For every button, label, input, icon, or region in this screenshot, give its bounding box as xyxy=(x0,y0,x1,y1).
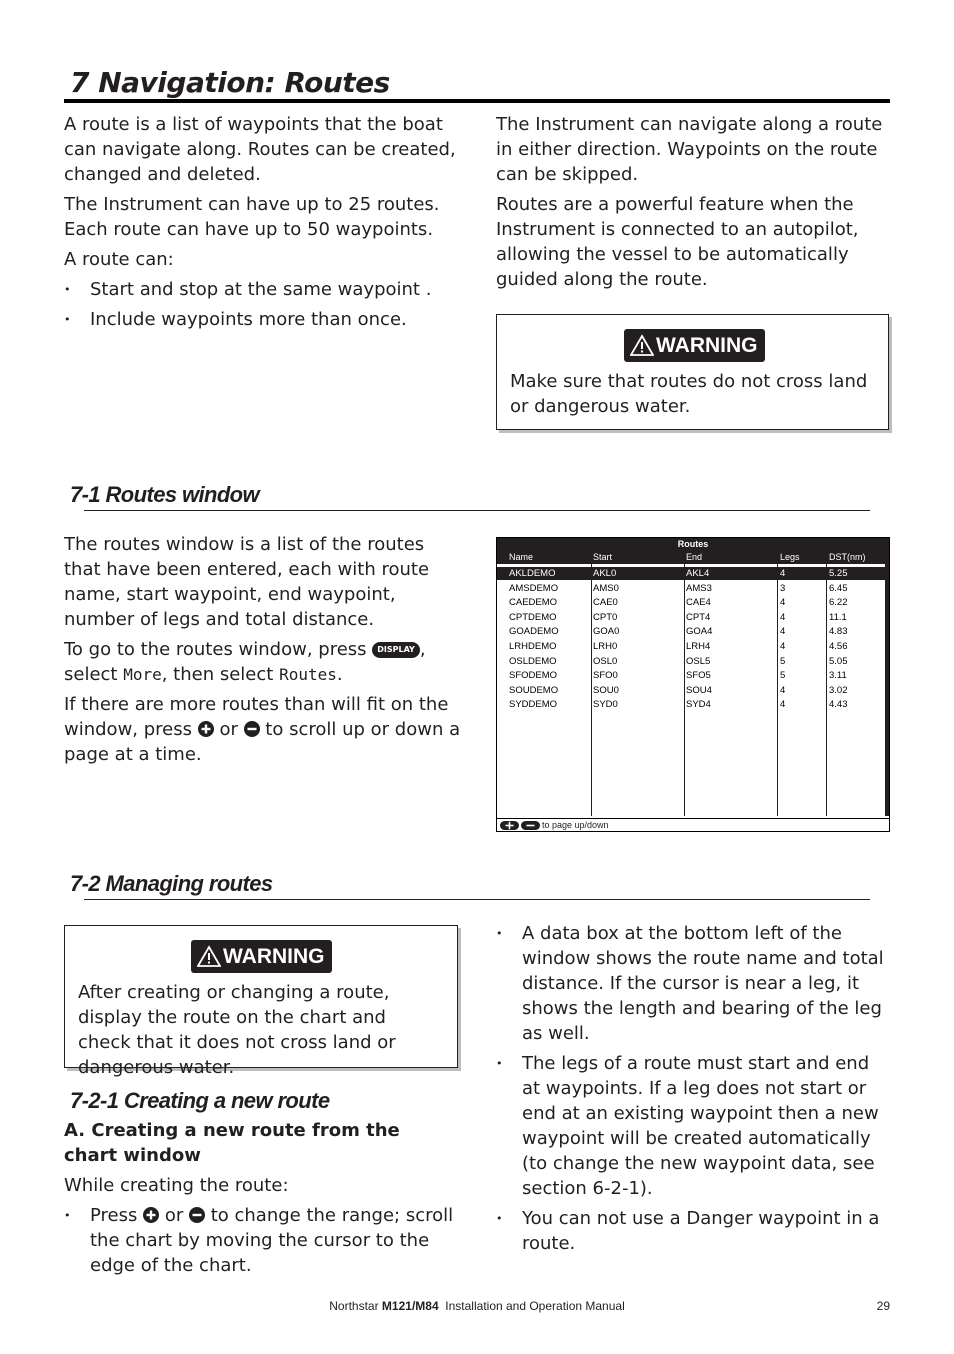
cell-end: SYD4 xyxy=(686,699,711,711)
list-item: • You can not use a Danger waypoint in a route. xyxy=(496,1206,890,1256)
cell-legs: 4 xyxy=(780,626,786,638)
cell-dst: 3.02 xyxy=(829,684,848,696)
cell-dst: 3.11 xyxy=(829,670,847,682)
table-row[interactable] xyxy=(497,669,885,682)
warning-text: Make sure that routes do not cross land or dangerous water. xyxy=(510,371,868,417)
page-title: 7 Navigation: Routes xyxy=(70,66,390,99)
cell-start: LRH0 xyxy=(593,641,618,652)
cell-start: SOU0 xyxy=(593,684,619,696)
minus-key-icon xyxy=(189,1207,205,1223)
section-heading-routes-window: 7-1 Routes window xyxy=(70,482,260,507)
warning-badge xyxy=(624,329,765,362)
cell-dst: 4.83 xyxy=(829,626,848,638)
routes-window-paragraph-2: To go to the routes window, press DISPLAY , select More, then select Routes. xyxy=(64,639,426,685)
cell-legs: 3 xyxy=(780,582,786,594)
cell-legs: 4 xyxy=(780,699,786,711)
warning-label: WARNING xyxy=(656,334,758,357)
menu-item-more: More xyxy=(123,665,162,684)
routes-scrollbar[interactable] xyxy=(885,564,889,816)
cell-end: CAE4 xyxy=(686,597,711,609)
title-rule xyxy=(64,99,890,103)
cell-start: OSL0 xyxy=(593,655,618,667)
cell-name: GOADEMO xyxy=(509,626,559,638)
list-item: • Include waypoints more than once. xyxy=(64,307,464,332)
cell-name: CAEDEMO xyxy=(509,597,558,609)
table-row[interactable] xyxy=(497,611,885,624)
cell-name: SOUDEMO xyxy=(509,684,559,696)
cell-dst: 5.25 xyxy=(829,568,848,579)
routes-table-body xyxy=(497,564,885,816)
cell-legs: 4 xyxy=(780,684,786,696)
routes-window-text xyxy=(64,532,464,767)
cell-name: SFODEMO xyxy=(509,670,558,682)
cell-legs: 5 xyxy=(780,655,786,667)
warning-label: WARNING xyxy=(223,945,325,968)
routes-window-paragraph-3: If there are more routes than will fit on the window, press or to scroll up or down a page at a time. xyxy=(64,694,461,765)
cell-name: CPTDEMO xyxy=(509,611,557,623)
warning-badge xyxy=(191,940,332,973)
table-row[interactable] xyxy=(497,567,885,580)
cell-end: AKL4 xyxy=(686,568,710,579)
managing-right-column xyxy=(496,921,890,1256)
cell-legs: 4 xyxy=(780,611,786,623)
cell-start: SYD0 xyxy=(593,699,618,711)
cell-name: AKLDEMO xyxy=(509,568,556,579)
warning-triangle-icon xyxy=(630,334,654,356)
table-row[interactable] xyxy=(497,640,885,653)
intro-right-column xyxy=(496,112,890,292)
intro-bullet-list xyxy=(64,277,464,332)
section-rule xyxy=(84,510,870,511)
section-heading-managing-routes: 7-2 Managing routes xyxy=(70,871,273,896)
page-footer: Northstar M121/M84 Installation and Operation Manual xyxy=(329,1299,625,1313)
cell-end: OSL5 xyxy=(686,655,711,667)
cell-name: SYDDEMO xyxy=(509,699,558,711)
table-row[interactable] xyxy=(497,582,885,595)
column-header-dst: DST(nm) xyxy=(829,552,866,562)
table-row[interactable] xyxy=(497,698,885,711)
warning-box-managing xyxy=(64,925,458,1078)
cell-start: AMS0 xyxy=(593,582,619,594)
cell-dst: 11.1 xyxy=(829,611,847,623)
column-header-legs: Legs xyxy=(780,552,800,562)
table-row[interactable] xyxy=(497,625,885,638)
subsubsection-heading-chart-window: A. Creating a new route from the chart window xyxy=(64,1120,400,1166)
table-row[interactable] xyxy=(497,655,885,668)
column-header-start: Start xyxy=(593,552,613,562)
cell-start: CPT0 xyxy=(593,611,618,623)
list-item: • A data box at the bottom left of the window shows the route name and total distance. If the cursor is near a leg, it shows the length and bearing of the leg as well. xyxy=(496,921,890,1046)
cell-dst: 5.05 xyxy=(829,655,848,667)
routes-window-paragraph-1: The routes window is a list of the routes that have been entered, each with route name, start waypoint, end waypoint, number of legs and total distance. xyxy=(64,534,430,630)
menu-item-routes: Routes xyxy=(279,665,337,684)
warning-triangle-icon xyxy=(197,945,221,967)
intro-paragraph-1: A route is a list of waypoints that the boat can navigate along. Routes can be created, changed and deleted. xyxy=(64,114,456,185)
cell-legs: 5 xyxy=(780,670,786,682)
display-key-icon: DISPLAY xyxy=(372,642,420,658)
while-creating-text: While creating the route: xyxy=(64,1175,289,1196)
routes-window-screenshot xyxy=(496,537,890,832)
intro-paragraph-3: A route can: xyxy=(64,249,174,270)
section-rule xyxy=(84,899,870,900)
cell-end: SOU4 xyxy=(686,684,712,696)
intro-paragraph-2: The Instrument can have up to 25 routes. Each route can have up to 50 waypoints. xyxy=(64,194,440,240)
cell-legs: 4 xyxy=(780,597,786,609)
list-item: • The legs of a route must start and end at waypoints. If a leg does not start or end at an existing waypoint then a new waypoint will be created automatically (to change the new waypoint data, see section 6-2-1). xyxy=(496,1051,890,1201)
table-row[interactable] xyxy=(497,596,885,609)
cell-start: GOA0 xyxy=(593,626,620,638)
cell-name: OSLDEMO xyxy=(509,655,557,667)
cell-start: AKL0 xyxy=(593,568,617,579)
cell-end: SFO5 xyxy=(686,670,711,682)
table-row[interactable] xyxy=(497,684,885,697)
cell-legs: 4 xyxy=(780,641,786,652)
cell-legs: 4 xyxy=(780,568,786,579)
page-number: 29 xyxy=(876,1299,890,1313)
creating-bullet xyxy=(64,1203,456,1278)
cell-end: LRH4 xyxy=(686,641,711,652)
cell-end: AMS3 xyxy=(686,582,712,594)
cell-end: CPT4 xyxy=(686,611,711,623)
routes-footer-text: to page up/down xyxy=(542,820,609,830)
routes-window-footer xyxy=(497,818,889,832)
intro-left-column xyxy=(64,112,464,332)
list-item: • Press or to change the range; scroll the chart by moving the cursor to the edge of the chart. xyxy=(64,1203,456,1278)
warning-box-routes xyxy=(496,314,889,430)
cell-end: GOA4 xyxy=(686,626,713,638)
plus-key-icon xyxy=(143,1207,159,1223)
cell-start: CAE0 xyxy=(593,597,618,609)
cell-name: LRHDEMO xyxy=(509,641,557,652)
cell-dst: 6.45 xyxy=(829,582,848,594)
column-header-name: Name xyxy=(509,552,534,562)
routes-table-header xyxy=(497,550,889,564)
minus-key-icon xyxy=(244,721,260,737)
column-header-end: End xyxy=(686,552,703,562)
intro-right-paragraph-1: The Instrument can navigate along a route in either direction. Waypoints on the route can be skipped. xyxy=(496,114,883,185)
subsection-heading-creating-route: 7-2-1 Creating a new route xyxy=(70,1088,330,1113)
warning-text: After creating or changing a route, display the route on the chart and check that it does not cross land or dangerous water. xyxy=(78,982,396,1078)
list-item: • Start and stop at the same waypoint . xyxy=(64,277,464,302)
cell-name: AMSDEMO xyxy=(509,582,559,594)
cell-dst: 6.22 xyxy=(829,597,848,609)
cell-dst: 4.56 xyxy=(829,641,848,652)
intro-right-paragraph-2: Routes are a powerful feature when the Instrument is connected to an autopilot, allowing the vessel to be automatically guided along the route. xyxy=(496,194,859,290)
cell-start: SFO0 xyxy=(593,670,618,682)
plus-minus-keys-icon xyxy=(500,821,540,830)
routes-window-title: Routes xyxy=(497,538,889,550)
cell-dst: 4.43 xyxy=(829,699,848,711)
plus-key-icon xyxy=(198,721,214,737)
